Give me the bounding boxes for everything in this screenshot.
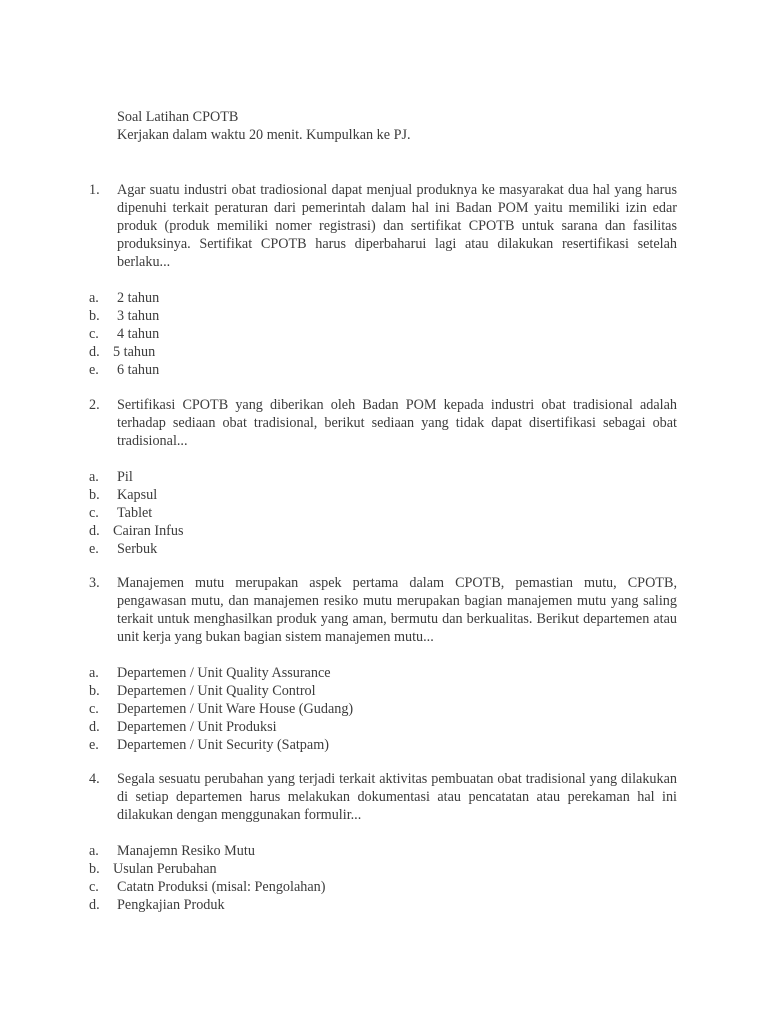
option-item	[89, 665, 677, 683]
option-item	[89, 897, 677, 915]
options-4	[89, 843, 677, 915]
option-text: Usulan Perubahan	[113, 860, 217, 877]
option-text: Kapsul	[117, 486, 158, 503]
option-text: Manajemn Resiko Mutu	[117, 843, 255, 859]
question-number: 4.	[89, 771, 100, 787]
option-text: Departemen / Unit Quality Control	[117, 682, 316, 699]
option-item	[89, 344, 677, 362]
question-text: Manajemen mutu merupakan aspek pertama dalam CPOTB, pemastian mutu, CPOTB, pengawasan mutu, dan manajemen resiko mutu merupakan bagian manajemen mutu yang saling terkait untuk menghasilkan produk yang aman, bermutu dan berkualitas. Berikut departemen atau unit kerja yang bukan bagian sistem manajemen mutu...	[117, 575, 677, 645]
option-letter: b.	[89, 860, 100, 877]
option-text: Departemen / Unit Ware House (Gudang)	[117, 700, 354, 717]
option-letter: d.	[89, 343, 100, 360]
option-item	[89, 541, 677, 559]
option-text: 3 tahun	[117, 307, 160, 324]
option-item	[89, 719, 677, 737]
document-instruction: Kerjakan dalam waktu 20 menit. Kumpulkan ke PJ.	[117, 126, 411, 143]
option-text: Departemen / Unit Produksi	[117, 718, 277, 735]
option-text: Cairan Infus	[113, 522, 184, 539]
option-letter: c.	[89, 878, 99, 895]
question-text: Agar suatu industri obat tradiosional dapat menjual produknya ke masyarakat dua hal yang harus dipenuhi terkait peraturan dari pemerintah dalam hal ini Badan POM yaitu memiliki izin edar produk (produk memiliki nomer registrasi) dan sertifikat CPOTB untuk sarana dan fasilitas produksinya. Sertifikat CPOTB harus diperbaharui lagi atau dilakukan resertifikasi setelah berlaku...	[117, 182, 677, 270]
option-item	[89, 362, 677, 380]
option-item	[89, 879, 677, 897]
option-letter: a.	[89, 290, 99, 306]
question-1	[89, 182, 677, 272]
option-letter: d.	[89, 896, 100, 913]
question-2	[89, 397, 677, 451]
option-letter: e.	[89, 361, 99, 378]
option-letter: a.	[89, 469, 99, 485]
option-item	[89, 487, 677, 505]
options-3	[89, 665, 677, 754]
option-item	[89, 683, 677, 701]
document-header	[117, 109, 677, 145]
option-text: 4 tahun	[117, 325, 160, 342]
option-item	[89, 523, 677, 541]
option-letter: c.	[89, 700, 99, 717]
question-text: Sertifikasi CPOTB yang diberikan oleh Badan POM kepada industri obat tradisional adalah terhadap sediaan obat tradisional, berikut sediaan yang tidak dapat disertifikasi sebagai obat tradisional...	[117, 397, 677, 449]
option-letter: d.	[89, 522, 100, 539]
document-title: Soal Latihan CPOTB	[117, 109, 239, 125]
option-text: Pengkajian Produk	[117, 896, 225, 913]
option-letter: c.	[89, 504, 99, 521]
option-item	[89, 843, 677, 861]
option-text: Tablet	[117, 504, 153, 521]
option-text: Departemen / Unit Security (Satpam)	[117, 736, 329, 753]
option-letter: a.	[89, 665, 99, 681]
option-letter: a.	[89, 843, 99, 859]
option-item	[89, 326, 677, 344]
option-item	[89, 861, 677, 879]
option-item	[89, 701, 677, 719]
option-letter: d.	[89, 718, 100, 735]
option-letter: c.	[89, 325, 99, 342]
question-4	[89, 771, 677, 825]
option-letter: b.	[89, 486, 100, 503]
option-item	[89, 308, 677, 326]
option-letter: e.	[89, 736, 99, 753]
option-item	[89, 290, 677, 308]
question-number: 3.	[89, 575, 100, 591]
option-item	[89, 737, 677, 755]
question-text: Segala sesuatu perubahan yang terjadi terkait aktivitas pembuatan obat tradisional yang dilakukan di setiap departemen harus melakukan dokumentasi atau pencatatan atau perekaman hal ini dilakukan dengan menggunakan formulir...	[117, 771, 677, 823]
option-letter: e.	[89, 540, 99, 557]
question-number: 2.	[89, 397, 100, 413]
option-text: Pil	[117, 469, 133, 485]
option-letter: b.	[89, 682, 100, 699]
options-2	[89, 469, 677, 558]
option-text: 6 tahun	[117, 361, 160, 378]
option-text: 5 tahun	[113, 343, 156, 360]
question-number: 1.	[89, 182, 100, 198]
option-item	[89, 505, 677, 523]
option-letter: b.	[89, 307, 100, 324]
option-text: Catatn Produksi (misal: Pengolahan)	[117, 878, 326, 895]
option-text: 2 tahun	[117, 290, 160, 306]
option-text: Departemen / Unit Quality Assurance	[117, 665, 331, 681]
option-item	[89, 469, 677, 487]
question-3	[89, 575, 677, 647]
options-1	[89, 290, 677, 379]
option-text: Serbuk	[117, 540, 158, 557]
